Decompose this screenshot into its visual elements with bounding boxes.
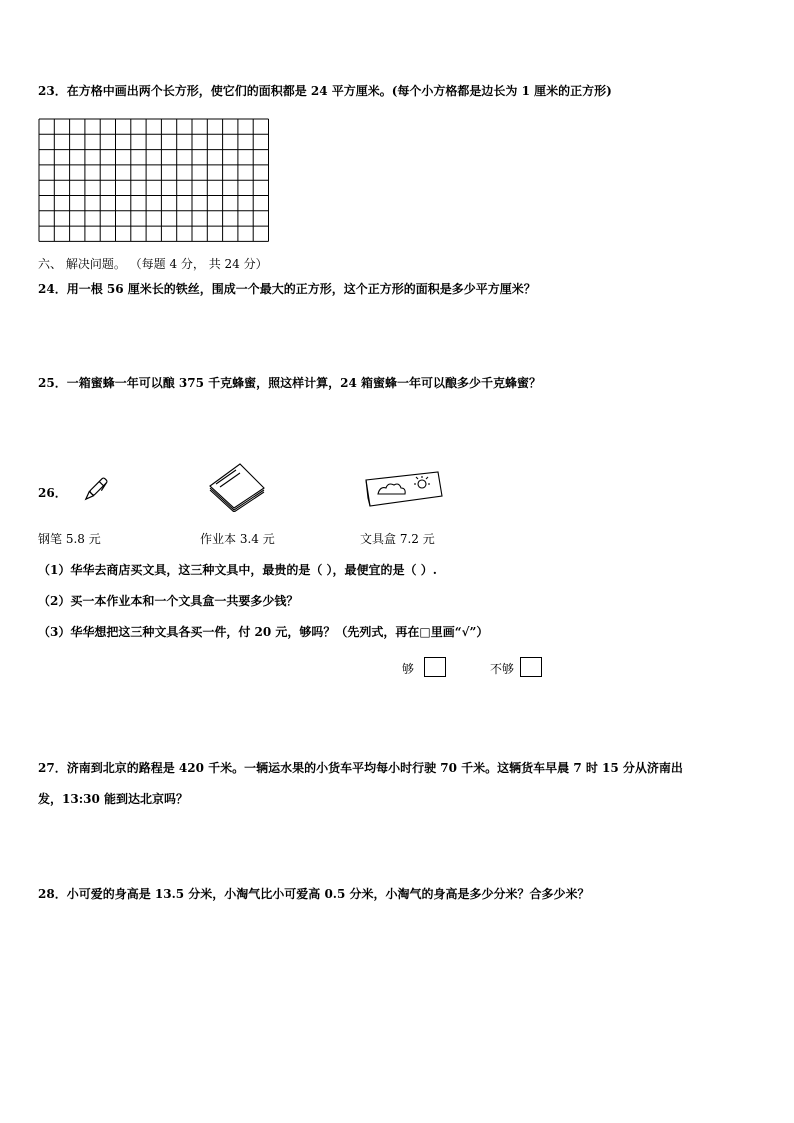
section-title: 六、 解决问题。 （每题 4 分， 共 24 分）	[38, 257, 268, 271]
question-23: 23．在方格中画出两个长方形，使它们的面积都是 24 平方厘米。(每个小方格都是边长为 1 厘米的正方形)	[38, 84, 612, 98]
pen-icon	[80, 474, 110, 506]
not-enough-checkbox[interactable]	[520, 657, 542, 677]
not-enough-label: 不够	[490, 662, 515, 676]
question-27-line-1: 27．济南到北京的路程是 420 千米。一辆运水果的小货车平均每小时行驶 70 千米。这辆货车早晨 7 时 15 分从济南出	[38, 761, 683, 775]
notebook-icon	[206, 460, 268, 512]
enough-checkbox[interactable]	[424, 657, 446, 677]
enough-label: 够	[402, 662, 415, 676]
notebook-price-label: 作业本 3.4 元	[200, 532, 275, 546]
question-24: 24．用一根 56 厘米长的铁丝，围成一个最大的正方形，这个正方形的面积是多少平方厘米？	[38, 282, 536, 296]
pencil-case-icon	[362, 468, 444, 510]
pen-price-label: 钢笔 5.8 元	[38, 532, 101, 546]
question-26-part-3: （3）华华想把这三种文具各买一件，付 20 元，够吗？（先列式，再在□里画“√”）	[38, 625, 489, 639]
question-25: 25．一箱蜜蜂一年可以酿 375 千克蜂蜜，照这样计算，24 箱蜜蜂一年可以酿多少千克蜂蜜？	[38, 376, 541, 390]
question-28: 28．小可爱的身高是 13.5 分米，小淘气比小可爱高 0.5 分米，小淘气的身高是多少分米？合多少米？	[38, 887, 590, 901]
question-26-number: 26．	[38, 486, 67, 500]
question-26-part-2: （2）买一本作业本和一个文具盒一共要多少钱？	[38, 594, 299, 608]
question-26-part-1: （1）华华去商店买文具，这三种文具中，最贵的是（ ），最便宜的是（ ）.	[38, 563, 437, 577]
square-grid[interactable]	[38, 118, 270, 242]
question-27-line-2: 发，13:30 能到达北京吗？	[38, 792, 189, 806]
pencil-case-price-label: 文具盒 7.2 元	[360, 532, 435, 546]
